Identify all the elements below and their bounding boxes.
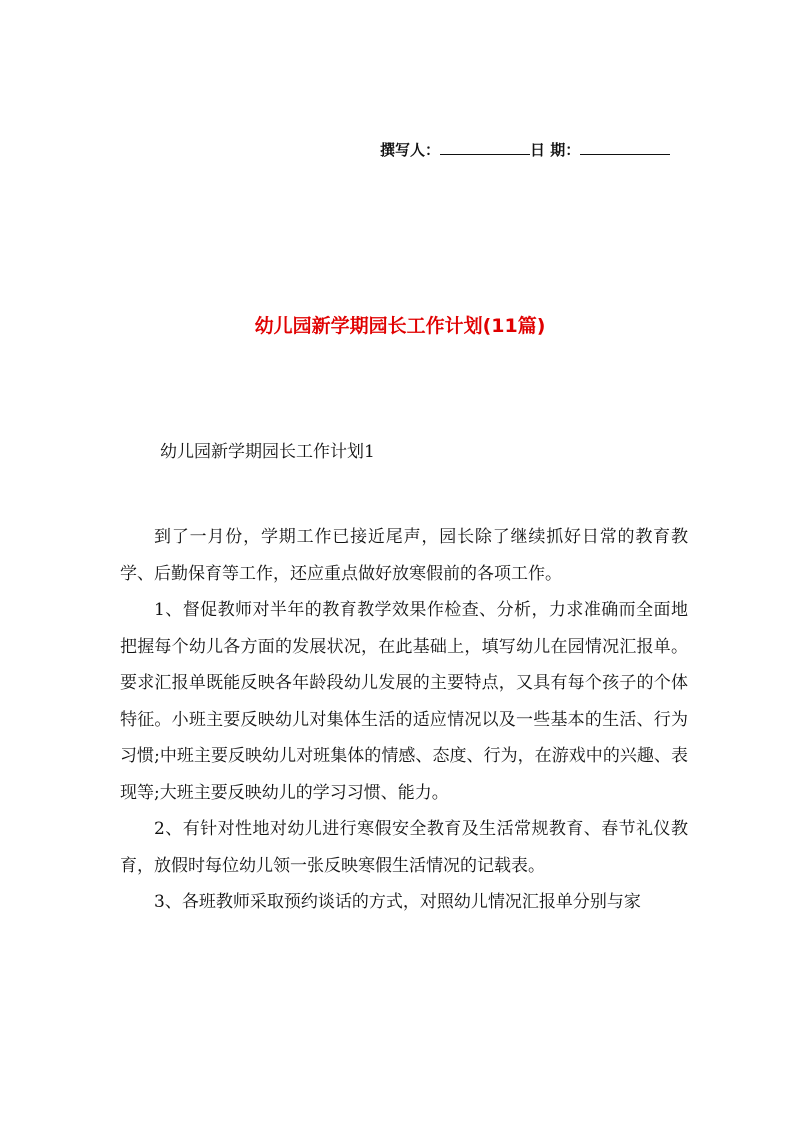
date-blank-field — [580, 140, 670, 155]
author-blank-field — [440, 140, 530, 155]
author-label: 撰写人： — [380, 141, 441, 159]
body-paragraph: 3、各班教师采取预约谈话的方式，对照幼儿情况汇报单分别与家 — [154, 892, 641, 912]
body-paragraph: 到了一月份，学期工作已接近尾声，园长除了继续抓好日常的教育教学、后勤保育等工作，还应重点做好放寒假前的各项工作。 — [120, 527, 688, 584]
body-paragraph: 1、督促教师对半年的教育教学效果作检查、分析，力求准确而全面地把握每个幼儿各方面的发展状况，在此基础上，填写幼儿在园情况汇报单。要求汇报单既能反映各年龄段幼儿发展的主要特点，又具有每个孩子的个体特征。小班主要反映幼儿对集体生活的适应情况以及一些基本的生活、行为习惯;中班主要反映幼儿对班集体的情感、态度、行为，在游戏中的兴趣、表现等;大班主要反映幼儿的学习习惯、能力。 — [120, 600, 688, 803]
document-title: 幼儿园新学期园长工作计划(11篇) — [254, 315, 546, 337]
section-heading: 幼儿园新学期园长工作计划1 — [160, 442, 375, 462]
author-date-line — [380, 140, 690, 160]
body-paragraph: 2、有针对性地对幼儿进行寒假安全教育及生活常规教育、春节礼仪教育，放假时每位幼儿领一张反映寒假生活情况的记载表。 — [120, 819, 688, 876]
document-body — [120, 519, 688, 921]
date-label: 日 期： — [530, 141, 581, 159]
